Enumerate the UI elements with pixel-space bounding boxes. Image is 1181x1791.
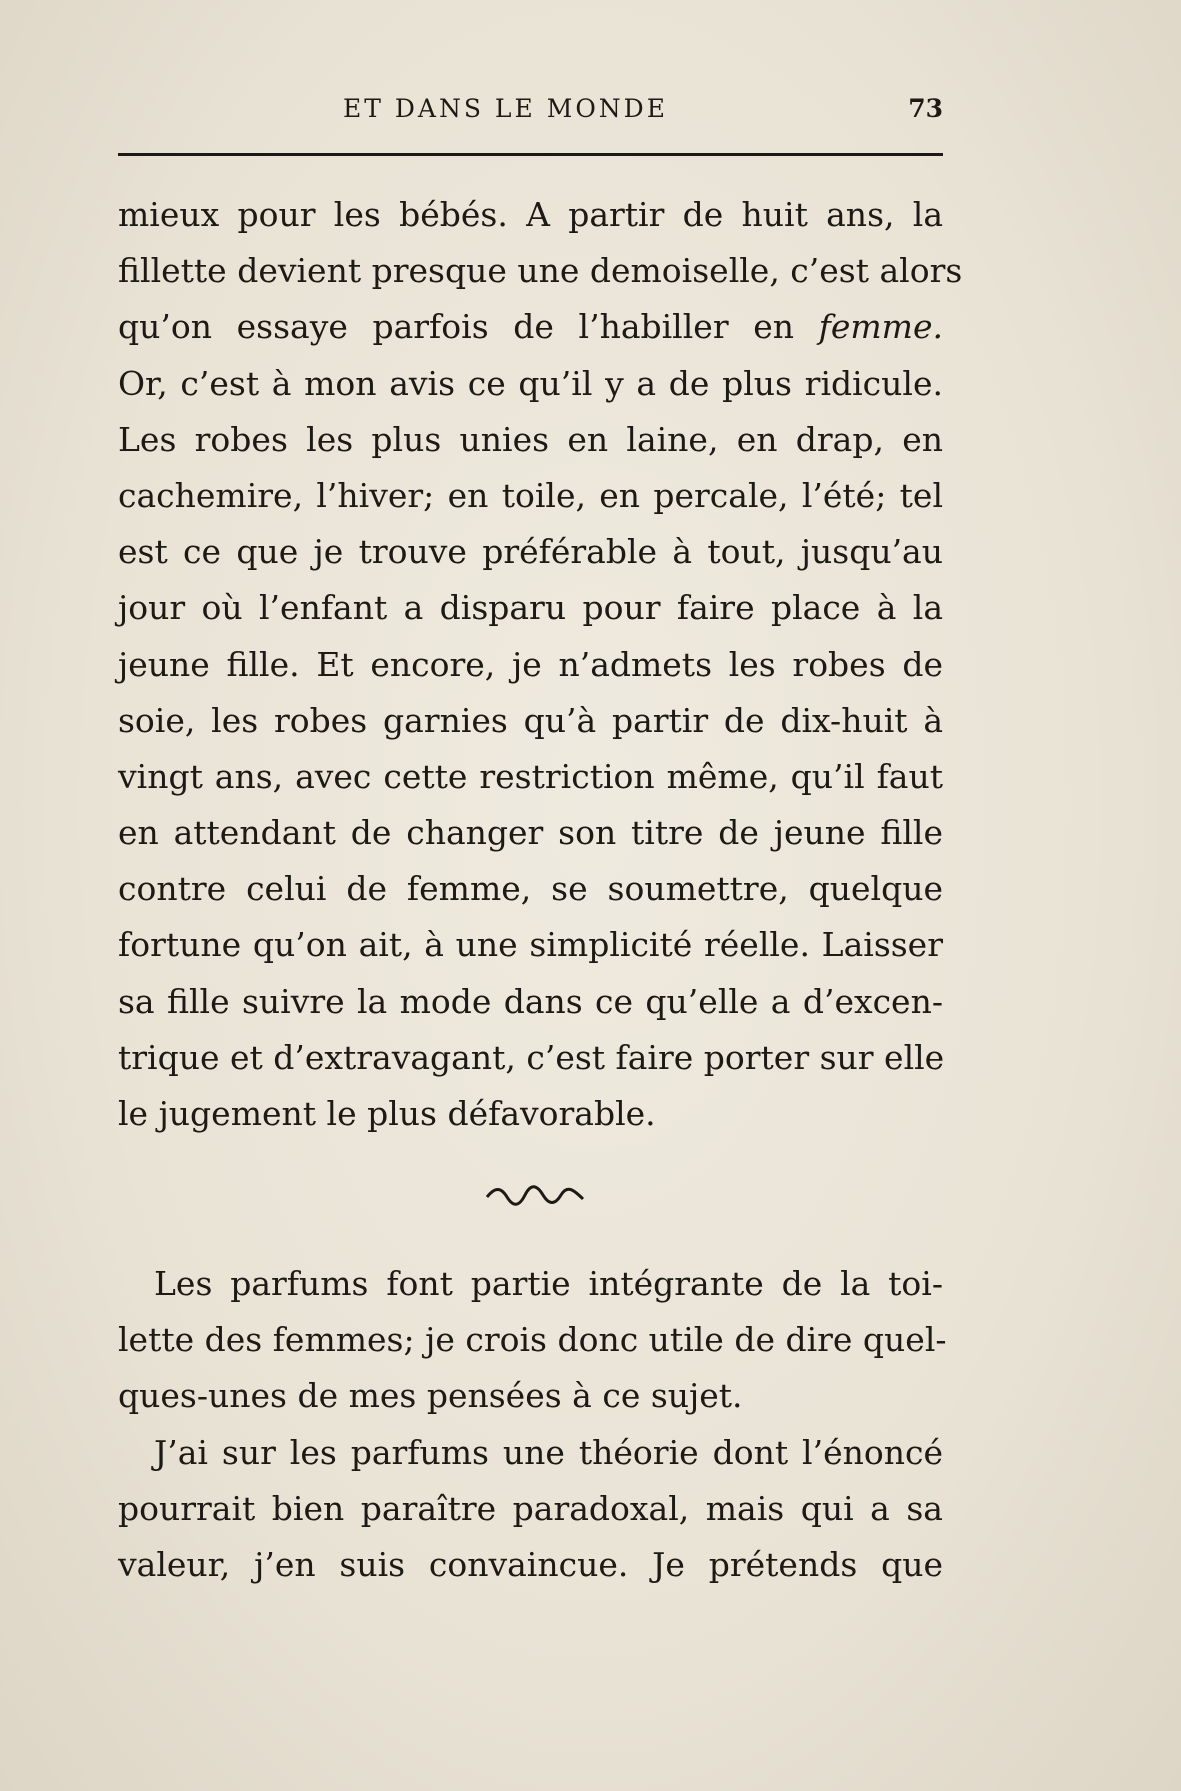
page-number: 73 <box>908 94 943 123</box>
text-line: Or, c’est à mon avis ce qu’il y a de plus ridicule. <box>118 363 943 403</box>
text-line: pourrait bien paraître paradoxal, mais qui a sa <box>118 1489 943 1529</box>
paragraph-3 <box>118 1425 943 1594</box>
italic-word: femme. <box>818 307 943 347</box>
text-line: mieux pour les bébés. A partir de huit ans, la <box>118 195 943 234</box>
text-span: qu’on essaye parfois de l’habiller en <box>118 307 819 347</box>
text-line: trique et d’extravagant, c’est faire porter sur elle <box>118 1037 945 1077</box>
text-line: valeur, j’en suis convaincue. Je prétends que <box>118 1545 943 1585</box>
running-title: ET DANS LE MONDE <box>343 94 668 123</box>
text-line: soie, les robes garnies qu’à partir de dix-huit à <box>118 700 943 740</box>
running-header <box>118 94 943 130</box>
paragraph-2 <box>118 1256 947 1425</box>
text-line: contre celui de femme, se soumettre, quelque <box>118 869 943 909</box>
text-line: Les parfums font partie intégrante de la toi- <box>154 1264 943 1303</box>
text-line: ques-unes de mes pensées à ce sujet. <box>118 1376 743 1416</box>
text-line: J’ai sur les parfums une théorie dont l’énoncé <box>154 1433 943 1472</box>
text-line: cachemire, l’hiver; en toile, en percale, l’été; tel <box>118 475 943 515</box>
text-line: fillette devient presque une demoiselle, c’est alors <box>118 251 963 291</box>
text-line: en attendant de changer son titre de jeune fille <box>118 813 943 853</box>
header-rule <box>118 153 943 156</box>
wave-ornament <box>485 1183 585 1207</box>
text-line: vingt ans, avec cette restriction même, qu’il faut <box>118 756 943 796</box>
paragraph-1 <box>118 187 963 1142</box>
text-line <box>118 299 943 355</box>
text-line: jour où l’enfant a disparu pour faire place à la <box>118 588 943 628</box>
text-line: sa fille suivre la mode dans ce qu’elle a d’excen- <box>118 981 943 1021</box>
text-line: lette des femmes; je crois donc utile de dire quel- <box>118 1320 947 1360</box>
text-line: jeune fille. Et encore, je n’admets les robes de <box>118 644 943 684</box>
text-line: le jugement le plus défavorable. <box>118 1094 656 1133</box>
text-line: fortune qu’on ait, à une simplicité réelle. Laisser <box>118 925 943 965</box>
text-line: Les robes les plus unies en laine, en drap, en <box>118 419 943 459</box>
text-line: est ce que je trouve préférable à tout, jusqu’au <box>118 532 943 572</box>
